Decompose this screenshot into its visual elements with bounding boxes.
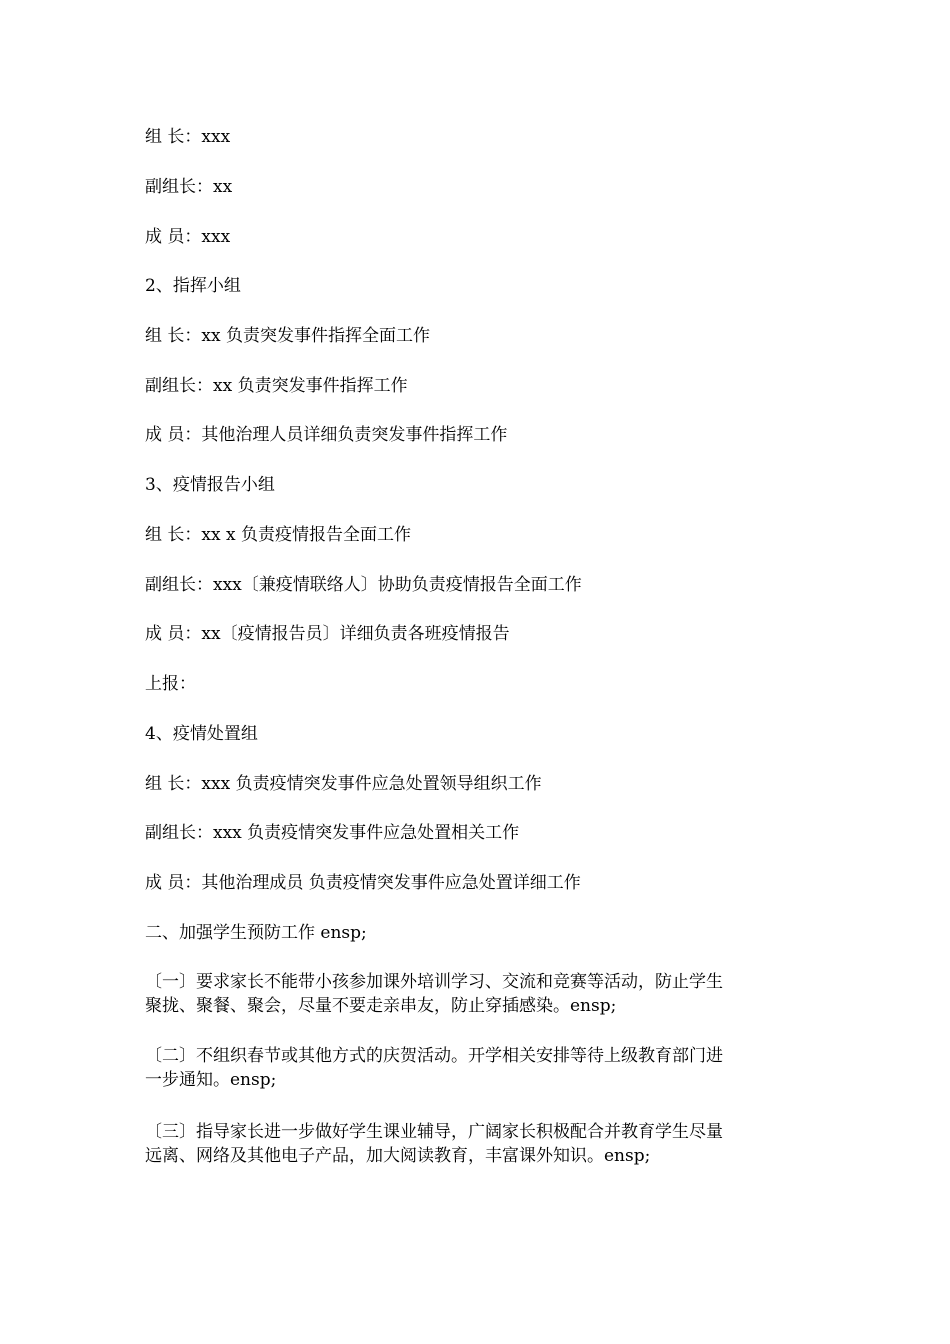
paragraph-item-2-line-1: 〔二〕不组织春节或其他方式的庆贺活动。开学相关安排等待上级教育部门进 xyxy=(145,1046,723,1066)
paragraph-item-1-line-2: 聚拢、聚餐、聚会，尽量不要走亲串友，防止穿插感染。ensp; xyxy=(145,996,617,1016)
paragraph-item-3-line-1: 〔三〕指导家长进一步做好学生课业辅导，广阔家长积极配合并教育学生尽量 xyxy=(145,1122,723,1142)
command-deputy-line: 副组长：xx 负责突发事件指挥工作 xyxy=(145,376,408,396)
paragraph-item-3-line-2: 远离、网络及其他电子产品，加大阅读教育，丰富课外知识。ensp; xyxy=(145,1146,651,1166)
deputy-leader-line: 副组长：xx xyxy=(145,177,233,197)
paragraph-item-2 xyxy=(145,1044,805,1092)
report-deputy-line: 副组长：xxx〔兼疫情联络人〕协助负责疫情报告全面工作 xyxy=(145,575,582,595)
group-leader-line: 组 长：xxx xyxy=(145,127,231,147)
command-leader-line: 组 长：xx 负责突发事件指挥全面工作 xyxy=(145,326,430,346)
members-line: 成 员：xxx xyxy=(145,227,231,247)
paragraph-item-3 xyxy=(145,1120,805,1168)
section-heading-disposal-group: 4、疫情处置组 xyxy=(145,724,258,744)
paragraph-item-2-line-2: 一步通知。ensp; xyxy=(145,1070,277,1090)
section-heading-command-group: 2、指挥小组 xyxy=(145,276,241,296)
report-members-line: 成 员：xx〔疫情报告员〕详细负责各班疫情报告 xyxy=(145,624,510,644)
disposal-members-line: 成 员：其他治理成员 负责疫情突发事件应急处置详细工作 xyxy=(145,873,581,893)
command-members-line: 成 员：其他治理人员详细负责突发事件指挥工作 xyxy=(145,425,508,445)
section-heading-student-prevention: 二、加强学生预防工作 ensp; xyxy=(145,923,367,943)
section-heading-report-group: 3、疫情报告小组 xyxy=(145,475,275,495)
report-leader-line: 组 长：xx x 负责疫情报告全面工作 xyxy=(145,525,411,545)
paragraph-item-1 xyxy=(145,970,805,1018)
disposal-leader-line: 组 长：xxx 负责疫情突发事件应急处置领导组织工作 xyxy=(145,774,542,794)
disposal-deputy-line: 副组长：xxx 负责疫情突发事件应急处置相关工作 xyxy=(145,823,520,843)
report-submit-line: 上报： xyxy=(145,674,196,694)
paragraph-item-1-line-1: 〔一〕要求家长不能带小孩参加课外培训学习、交流和竞赛等活动，防止学生 xyxy=(145,972,723,992)
